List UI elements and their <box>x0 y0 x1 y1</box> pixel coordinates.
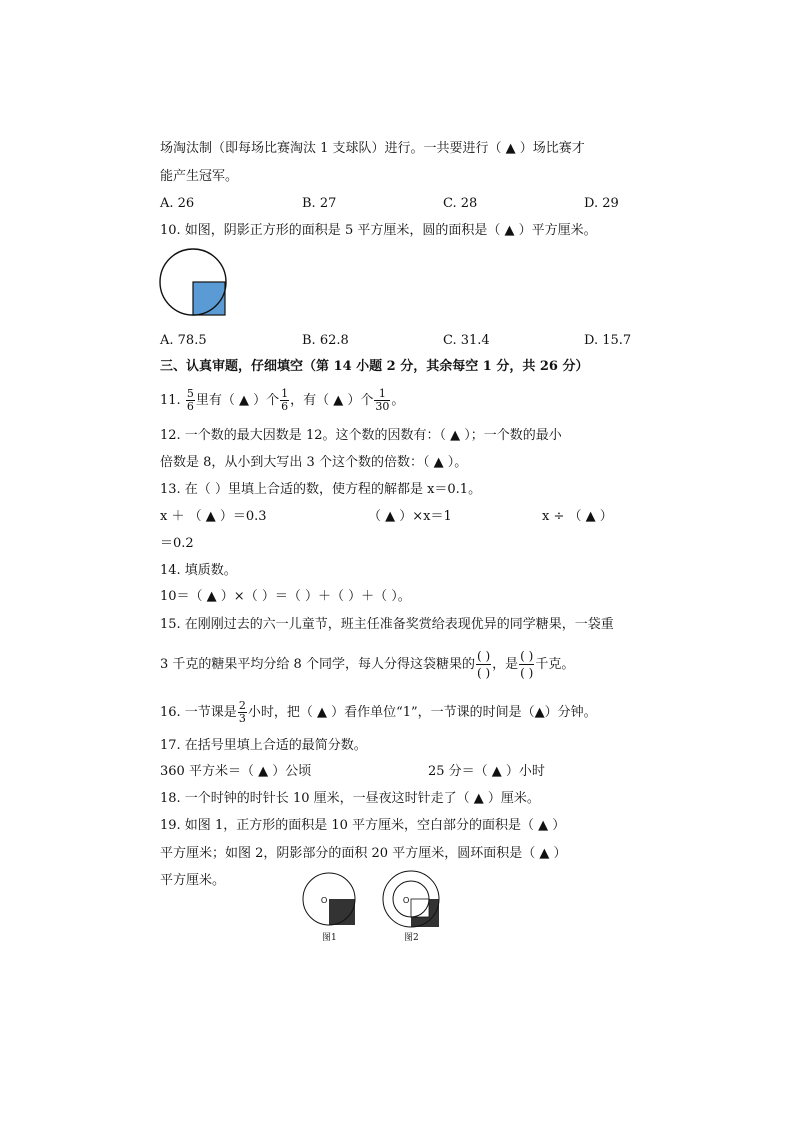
q10-option-b: B. 62.8 <box>302 333 349 348</box>
q9-option-c: C. 28 <box>443 196 478 211</box>
q16-num: 16. 一节课是 <box>160 705 237 720</box>
q11 <box>160 388 404 413</box>
center-label: O <box>403 896 410 905</box>
q13-eq3: x ÷ （ ▲ ） <box>542 509 613 524</box>
q17-b: 25 分＝（ ▲ ）小时 <box>428 764 545 779</box>
q10-text: 10. 如图，阴影正方形的面积是 5 平方厘米，圆的面积是（ ▲ ）平方厘米。 <box>160 223 597 238</box>
q13-text: 13. 在（ ）里填上合适的数，使方程的解都是 x＝0.1。 <box>160 482 482 497</box>
q15-line2-b: ，是 <box>492 657 519 672</box>
q19-line1: 19. 如图 1，正方形的面积是 10 平方厘米，空白部分的面积是（ ▲ ） <box>160 818 566 833</box>
blank-fraction-1: $\frac{( )}{( )}$ <box>476 649 491 680</box>
q15-line2-a: 3 千克的糖果平均分给 8 个同学，每人分得这袋糖果的 <box>160 657 475 672</box>
q13-eq3-result: ＝0.2 <box>160 536 194 551</box>
figure-2-caption: 图2 <box>404 933 419 943</box>
q10-figure <box>158 246 230 320</box>
q12-line1: 12. 一个数的最大因数是 12。这个数的因数有：（ ▲ ）；一个数的最小 <box>160 428 562 443</box>
q9-option-b: B. 27 <box>302 196 337 211</box>
fraction-5-6: $\frac{5}{6}$ <box>186 387 194 413</box>
fraction-2-3: $\frac{2}{3}$ <box>238 699 246 725</box>
q10-option-c: C. 31.4 <box>443 333 490 348</box>
q9-line1: 场淘汰制（即每场比赛淘汰 1 支球队）进行。一共要进行（ ▲ ）场比赛才 <box>160 141 585 156</box>
q19-line2: 平方厘米；如图 2，阴影部分的面积 20 平方厘米，圆环面积是（ ▲ ） <box>160 846 567 861</box>
fraction-1-30: $\frac{1}{30}$ <box>375 387 390 413</box>
q13-eq1: x ＋ （ ▲ ）＝0.3 <box>160 509 267 524</box>
q11-text-a: 里有（ ▲ ）个 <box>195 393 280 408</box>
q11-text-c: 。 <box>391 393 405 408</box>
shaded-square <box>193 282 225 315</box>
q16 <box>160 700 597 725</box>
q9-option-d: D. 29 <box>584 196 619 211</box>
q19-line3: 平方厘米。 <box>160 873 226 888</box>
q14-equation: 10＝（ ▲ ）×（ ）＝（ ）＋（ ）＋（ ）。 <box>160 589 411 604</box>
center-label: O <box>321 896 328 905</box>
blank-fraction-2: $\frac{( )}{( )}$ <box>520 649 534 680</box>
q11-num: 11. <box>160 393 181 408</box>
q15-line2 <box>160 648 574 681</box>
q11-text-b: ，有（ ▲ ）个 <box>290 393 374 408</box>
q13-eq2: （ ▲ ）×x＝1 <box>368 509 452 524</box>
q18-text: 18. 一个时钟的时针长 10 厘米，一昼夜这时针走了（ ▲ ）厘米。 <box>160 791 540 806</box>
q19-figure-2 <box>381 866 447 928</box>
q14-text: 14. 填质数。 <box>160 563 237 578</box>
q17-a: 360 平方米＝（ ▲ ）公顷 <box>160 764 312 779</box>
q12-line2: 倍数是 8，从小到大写出 3 个这个数的倍数：（ ▲ ）。 <box>160 455 468 470</box>
q16-text: 小时，把（ ▲ ）看作单位“1”，一节课的时间是（▲）分钟。 <box>247 705 597 720</box>
q19-figure-1 <box>298 866 362 928</box>
q15-line2-c: 千克。 <box>535 657 575 672</box>
fraction-1-6: $\frac{1}{6}$ <box>281 387 289 413</box>
q10-option-a: A. 78.5 <box>160 333 207 348</box>
q15-line1: 15. 在刚刚过去的六一儿童节，班主任准备奖赏给表现优异的同学糖果，一袋重 <box>160 617 614 632</box>
q9-option-a: A. 26 <box>160 196 195 211</box>
q9-line2: 能产生冠军。 <box>160 169 239 184</box>
q17-text: 17. 在括号里填上合适的最简分数。 <box>160 738 367 753</box>
figure-1-caption: 图1 <box>322 933 337 943</box>
section3-heading: 三、认真审题，仔细填空（第 14 小题 2 分，其余每空 1 分，共 26 分） <box>160 359 589 374</box>
q10-option-d: D. 15.7 <box>584 333 632 348</box>
